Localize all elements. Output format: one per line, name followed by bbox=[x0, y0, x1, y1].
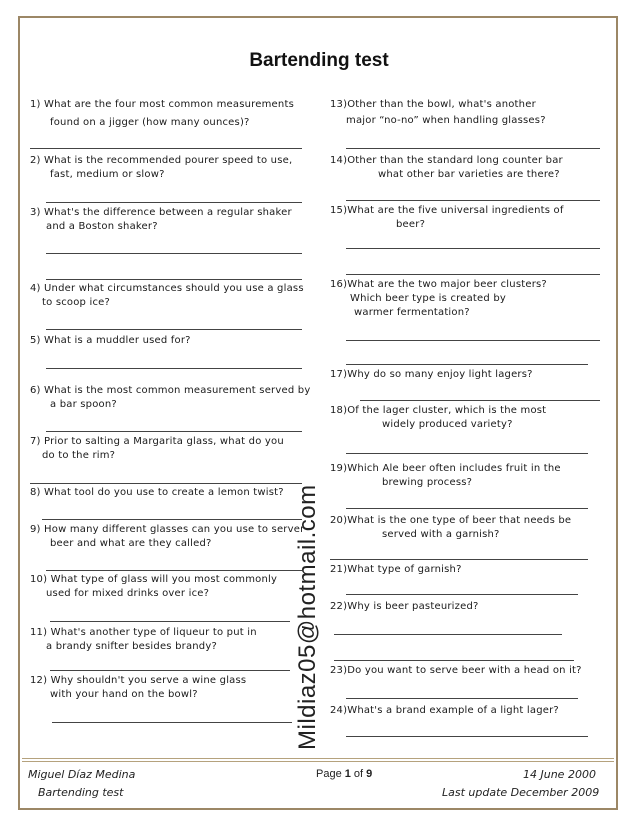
question-4-line-1: 4) Under what circumstances should you use a glass bbox=[30, 283, 304, 294]
question-14-line-2: what other bar varieties are there? bbox=[378, 169, 560, 180]
page-mid: of bbox=[350, 768, 367, 780]
question-18-line-2: widely produced variety? bbox=[382, 419, 513, 430]
question-19 bbox=[330, 462, 610, 490]
question-14-line-1: 14)Other than the standard long counter bar bbox=[330, 155, 563, 166]
footer-page-number bbox=[316, 768, 372, 780]
answer-line[interactable] bbox=[42, 519, 302, 520]
answer-line[interactable] bbox=[46, 368, 302, 369]
question-17 bbox=[330, 368, 610, 382]
question-6 bbox=[30, 384, 325, 412]
question-10 bbox=[30, 573, 325, 601]
question-22-line-1: 22)Why is beer pasteurized? bbox=[330, 601, 479, 612]
question-2-line-2: fast, medium or slow? bbox=[50, 169, 165, 180]
page-prefix: Page bbox=[316, 768, 345, 780]
answer-line[interactable] bbox=[334, 634, 562, 635]
question-15-line-1: 15)What are the five universal ingredients of bbox=[330, 205, 564, 216]
question-14 bbox=[330, 154, 610, 182]
question-20 bbox=[330, 514, 610, 542]
answer-line[interactable] bbox=[30, 148, 302, 149]
question-6-line-2: a bar spoon? bbox=[50, 399, 117, 410]
answer-line[interactable] bbox=[46, 431, 302, 432]
footer-divider bbox=[22, 758, 614, 762]
question-4-line-2: to scoop ice? bbox=[42, 297, 111, 308]
question-1-line-2: found on a jigger (how many ounces)? bbox=[50, 117, 250, 128]
answer-line[interactable] bbox=[360, 400, 600, 401]
question-5 bbox=[30, 334, 325, 348]
answer-line[interactable] bbox=[30, 483, 302, 484]
answer-line[interactable] bbox=[46, 279, 302, 280]
question-11-line-1: 11) What's another type of liqueur to put in bbox=[30, 627, 257, 638]
answer-line[interactable] bbox=[346, 148, 600, 149]
answer-line[interactable] bbox=[346, 736, 588, 737]
answer-line[interactable] bbox=[46, 570, 302, 571]
answer-line[interactable] bbox=[46, 253, 302, 254]
question-5-line-1: 5) What is a muddler used for? bbox=[30, 335, 191, 346]
question-10-line-1: 10) What type of glass will you most commonly bbox=[30, 574, 278, 585]
question-12-line-1: 12) Why shouldn't you serve a wine glass bbox=[30, 675, 247, 686]
question-23 bbox=[330, 664, 610, 678]
answer-line[interactable] bbox=[334, 660, 574, 661]
question-7-line-2: do to the rim? bbox=[42, 450, 116, 461]
question-24 bbox=[330, 704, 610, 718]
question-4 bbox=[30, 282, 325, 310]
question-8-line-1: 8) What tool do you use to create a lemon twist? bbox=[30, 487, 284, 498]
question-8 bbox=[30, 486, 325, 500]
answer-line[interactable] bbox=[346, 274, 600, 275]
question-11 bbox=[30, 626, 325, 654]
page-title: Bartending test bbox=[249, 50, 389, 71]
question-9-line-1: 9) How many different glasses can you use to server bbox=[30, 524, 305, 535]
question-1-line-1: 1) What are the four most common measurements bbox=[30, 99, 294, 110]
question-16-line-2: Which beer type is created by bbox=[350, 293, 506, 304]
answer-line[interactable] bbox=[346, 594, 578, 595]
footer-date: 14 June 2000 bbox=[523, 768, 596, 781]
question-1 bbox=[30, 98, 325, 130]
answer-line[interactable] bbox=[346, 698, 578, 699]
question-18-line-1: 18)Of the lager cluster, which is the most bbox=[330, 405, 547, 416]
question-12-line-2: with your hand on the bowl? bbox=[50, 689, 198, 700]
answer-line[interactable] bbox=[52, 722, 292, 723]
question-21-line-1: 21)What type of garnish? bbox=[330, 564, 462, 575]
question-16-line-3: warmer fermentation? bbox=[354, 307, 470, 318]
question-9-line-2: beer and what are they called? bbox=[50, 538, 212, 549]
question-3-line-1: 3) What's the difference between a regular shaker bbox=[30, 207, 292, 218]
question-19-line-2: brewing process? bbox=[382, 477, 473, 488]
answer-line[interactable] bbox=[46, 202, 302, 203]
footer-author: Miguel Díaz Medina bbox=[28, 768, 136, 781]
answer-line[interactable] bbox=[346, 508, 588, 509]
question-20-line-1: 20)What is the one type of beer that needs be bbox=[330, 515, 572, 526]
question-20-line-2: served with a garnish? bbox=[382, 529, 500, 540]
answer-line[interactable] bbox=[50, 670, 290, 671]
question-16-line-1: 16)What are the two major beer clusters? bbox=[330, 279, 547, 290]
answer-line[interactable] bbox=[346, 340, 600, 341]
question-9 bbox=[30, 523, 325, 551]
question-13 bbox=[330, 98, 610, 128]
footer-last-update: Last update December 2009 bbox=[442, 786, 600, 799]
question-13-line-2: major “no-no” when handling glasses? bbox=[346, 115, 546, 126]
answer-line[interactable] bbox=[346, 364, 588, 365]
question-13-line-1: 13)Other than the bowl, what's another bbox=[330, 99, 536, 110]
question-17-line-1: 17)Why do so many enjoy light lagers? bbox=[330, 369, 533, 380]
email-watermark: Mildiaz05@hotmail.com bbox=[294, 484, 321, 750]
answer-line[interactable] bbox=[46, 329, 302, 330]
question-3-line-2: and a Boston shaker? bbox=[46, 221, 158, 232]
answer-line[interactable] bbox=[346, 200, 600, 201]
question-15 bbox=[330, 204, 610, 232]
question-11-line-2: a brandy snifter besides brandy? bbox=[46, 641, 217, 652]
question-19-line-1: 19)Which Ale beer often includes fruit in the bbox=[330, 463, 561, 474]
question-6-line-1: 6) What is the most common measurement served by bbox=[30, 385, 311, 396]
question-10-line-2: used for mixed drinks over ice? bbox=[46, 588, 210, 599]
question-23-line-1: 23)Do you want to serve beer with a head on it? bbox=[330, 665, 582, 676]
question-24-line-1: 24)What's a brand example of a light lager? bbox=[330, 705, 559, 716]
answer-line[interactable] bbox=[346, 453, 588, 454]
question-7-line-1: 7) Prior to salting a Margarita glass, what do you bbox=[30, 436, 284, 447]
question-21 bbox=[330, 563, 610, 577]
question-15-line-2: beer? bbox=[396, 219, 426, 230]
answer-line[interactable] bbox=[50, 621, 290, 622]
question-7 bbox=[30, 435, 325, 463]
question-3 bbox=[30, 206, 325, 234]
question-2 bbox=[30, 154, 325, 182]
answer-line[interactable] bbox=[346, 248, 600, 249]
footer-subtitle: Bartending test bbox=[38, 786, 124, 799]
question-16 bbox=[330, 278, 610, 320]
question-22 bbox=[330, 600, 610, 614]
question-12 bbox=[30, 674, 325, 702]
question-18 bbox=[330, 404, 610, 432]
answer-line[interactable] bbox=[330, 559, 588, 560]
page-total: 9 bbox=[366, 768, 373, 780]
question-2-line-1: 2) What is the recommended pourer speed to use, bbox=[30, 155, 293, 166]
page-current: 1 bbox=[344, 768, 351, 780]
